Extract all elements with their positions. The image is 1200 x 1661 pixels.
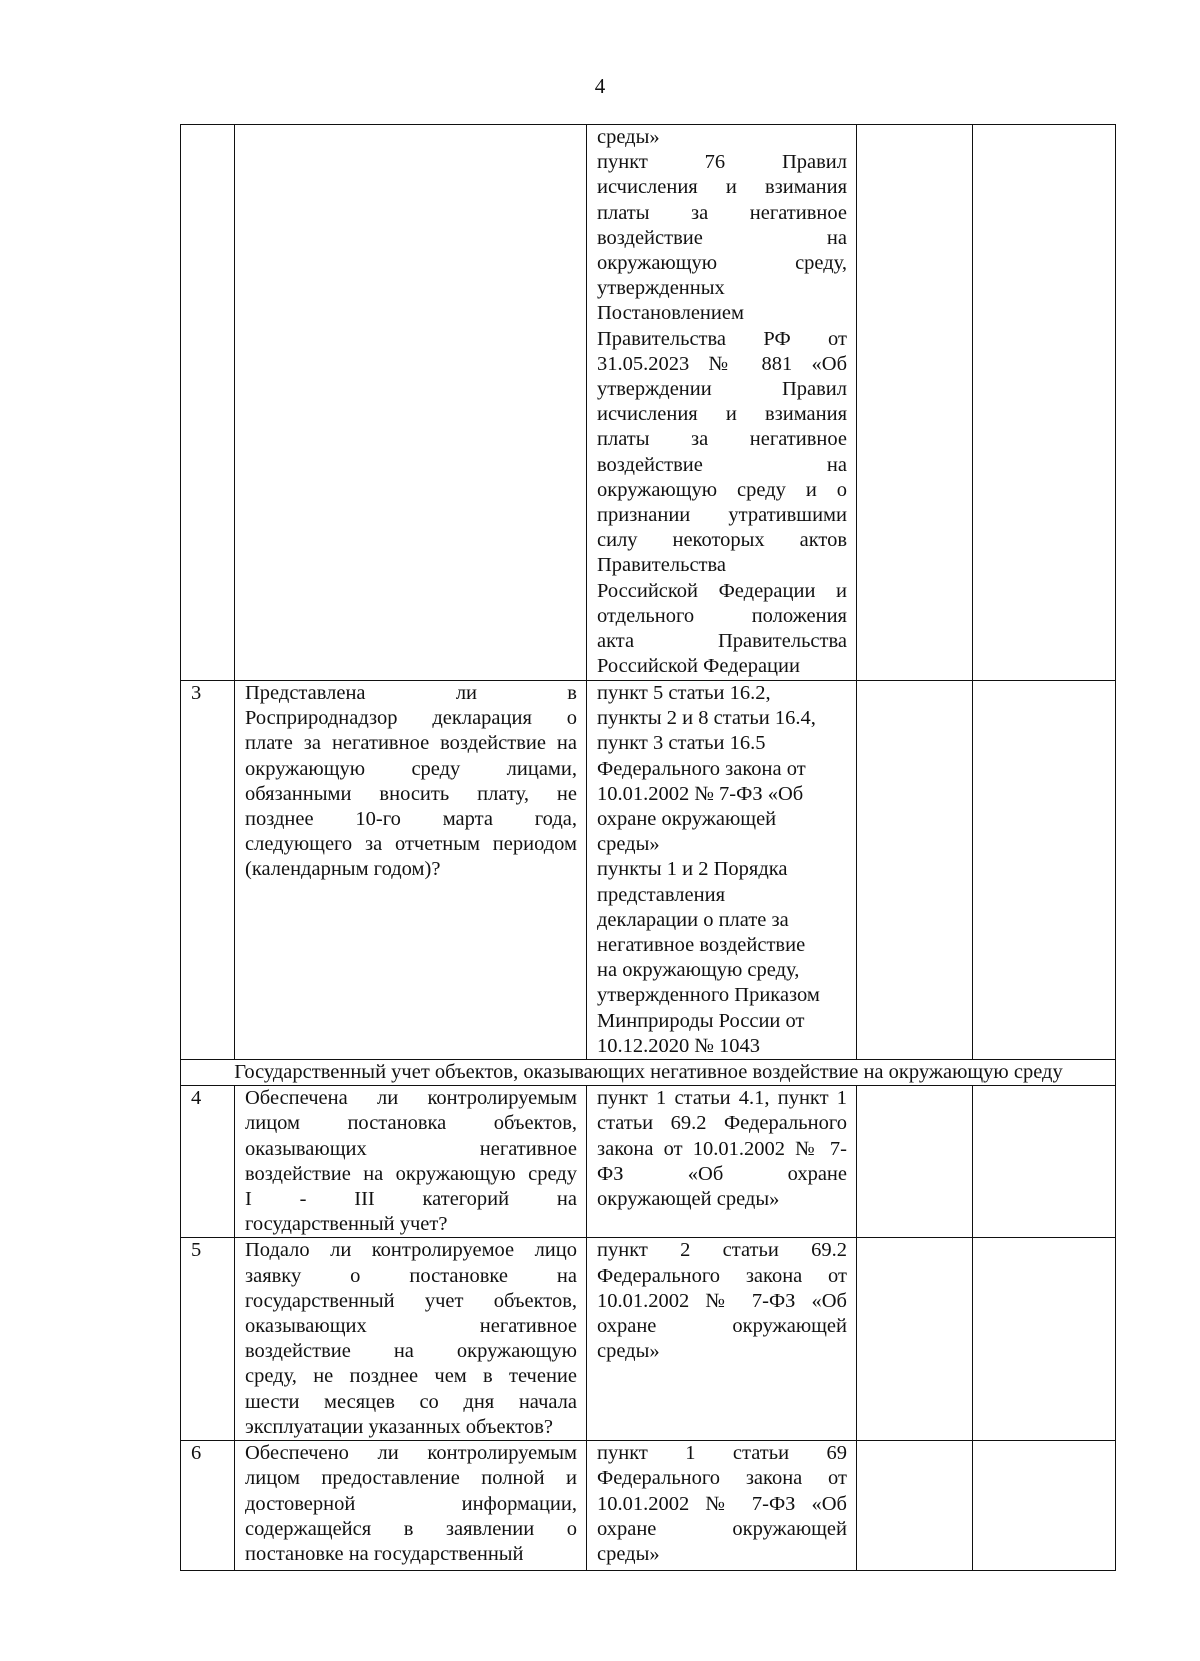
item-number: 3 [181,681,235,1060]
question-line: среду, не позднее чем в течение [245,1365,577,1388]
legal-basis-cell [587,1441,857,1571]
section-heading: Государственный учет объектов, оказывающих негативное воздействие на окружающую среду [181,1060,1116,1086]
legal-basis-line: Минприроды России от [597,1009,805,1032]
question-line: воздействие на окружающую [245,1340,577,1363]
legal-basis-line: 10.12.2020 № 1043 [597,1034,761,1057]
table-row [181,125,1116,681]
legal-basis-line: окружающую среду, [597,252,847,275]
question-line: шести месяцев со дня начала [245,1390,577,1413]
legal-basis-line: воздействие на [597,226,847,249]
legal-basis-line: среды» [597,1542,660,1565]
legal-basis-line: пункт 3 статьи 16.5 [597,732,766,755]
question-line: плате за негативное воздействие на [245,732,577,755]
question-cell [235,681,587,1060]
legal-basis-line: охране окружающей [597,1315,847,1338]
question-line: достоверной информации, [245,1492,577,1515]
legal-basis-line: среды» [597,1340,660,1363]
legal-basis-line: среды» [597,126,660,148]
question-line: постановке на государственный [245,1542,524,1565]
note-cell[interactable] [973,1441,1116,1571]
legal-basis-line: 10.01.2002 № 7-ФЗ «Об [597,782,804,805]
table-row [181,1441,1116,1571]
note-cell[interactable] [973,1238,1116,1441]
legal-basis-cell [587,681,857,1060]
page-number: 4 [594,74,606,98]
question-line: I - III категорий на [245,1188,577,1211]
legal-basis-line: Федерального закона от [597,757,806,780]
item-number [181,125,235,681]
legal-basis-line: декларации о плате за [597,908,789,931]
legal-basis-line: пункт 2 статьи 69.2 [597,1239,847,1262]
legal-basis-line: пункты 2 и 8 статьи 16.4, [597,707,816,730]
question-line: Обеспечена ли контролируемым [245,1087,577,1110]
legal-basis-line: исчисления и взимания [597,403,847,426]
legal-basis-line: признании утратившими [597,504,847,527]
section-heading-row [181,1060,1116,1086]
table-row [181,1086,1116,1238]
item-number: 6 [181,1441,235,1571]
note-cell[interactable] [973,681,1116,1060]
question-line: государственный учет? [245,1213,448,1236]
question-line: Представлена ли в [245,682,577,704]
note-cell[interactable] [973,125,1116,681]
legal-basis-line: Правительства [597,554,727,577]
legal-basis-line: пункты 1 и 2 Порядка [597,858,788,881]
question-cell [235,1238,587,1441]
question-line: позднее 10-го марта года, [245,808,577,831]
question-line: Росприроднадзор декларация о [245,707,577,730]
question-line: содержащейся в заявлении о [245,1517,577,1540]
question-line: заявку о постановке на [245,1264,577,1287]
answer-cell[interactable] [857,1238,973,1441]
legal-basis-line: пункт 5 статьи 16.2, [597,682,771,704]
legal-basis-line: закона от 10.01.2002 № 7- [597,1137,847,1160]
legal-basis-line: негативное воздействие [597,934,806,957]
legal-basis-line: утвержденных [597,277,725,300]
legal-basis-line: воздействие на [597,453,847,476]
answer-cell[interactable] [857,125,973,681]
legal-basis-line: утвержденного Приказом [597,984,820,1007]
question-line: оказывающих негативное [245,1137,577,1160]
legal-basis-line: 10.01.2002 № 7-ФЗ «Об [597,1289,847,1312]
legal-basis-line: на окружающую среду, [597,959,800,982]
legal-basis-cell [587,125,857,681]
legal-basis-line: пункт 1 статьи 4.1, пункт 1 [597,1087,847,1110]
question-cell [235,125,587,681]
question-line: лицом предоставление полной и [245,1467,577,1490]
question-cell [235,1086,587,1238]
legal-basis-line: Постановлением [597,302,744,325]
question-line: (календарным годом)? [245,858,441,881]
table-row [181,681,1116,1060]
question-line: окружающую среду лицами, [245,757,577,780]
question-line: воздействие на окружающую среду [245,1162,577,1185]
legal-basis-line: платы за негативное [597,201,847,224]
legal-basis-line: силу некоторых актов [597,529,847,552]
legal-basis-line: Российской Федерации [597,655,800,678]
question-line: государственный учет объектов, [245,1289,577,1312]
question-line: лицом постановка объектов, [245,1112,577,1135]
legal-basis-line: 10.01.2002 № 7-ФЗ «Об [597,1492,847,1515]
legal-basis-cell [587,1238,857,1441]
question-line: следующего за отчетным периодом [245,833,577,856]
legal-basis-line: охране окружающей [597,808,777,831]
legal-basis-line: охране окружающей [597,1517,847,1540]
legal-basis-line: акта Правительства [597,630,847,653]
legal-basis-line: представления [597,883,725,906]
legal-basis-line: среды» [597,833,660,856]
legal-basis-line: Правительства РФ от [597,327,847,350]
legal-basis-line: Федерального закона от [597,1264,847,1287]
item-number: 4 [181,1086,235,1238]
legal-basis-line: статьи 69.2 Федерального [597,1112,847,1135]
legal-basis-line: платы за негативное [597,428,847,451]
question-line: обязанными вносить плату, не [245,782,577,805]
checklist-table [180,124,1116,1571]
question-cell [235,1441,587,1571]
question-line: оказывающих негативное [245,1315,577,1338]
answer-cell[interactable] [857,1441,973,1571]
answer-cell[interactable] [857,681,973,1060]
table-row [181,1238,1116,1441]
legal-basis-line: ФЗ «Об охране [597,1162,847,1185]
legal-basis-line: окружающую среду и о [597,478,847,501]
answer-cell[interactable] [857,1086,973,1238]
legal-basis-line: окружающей среды» [597,1188,780,1211]
legal-basis-line: пункт 1 статьи 69 [597,1442,847,1465]
legal-basis-line: пункт 76 Правил [597,151,847,174]
item-number: 5 [181,1238,235,1441]
question-line: эксплуатации указанных объектов? [245,1415,554,1438]
note-cell[interactable] [973,1086,1116,1238]
legal-basis-line: Российской Федерации и [597,579,847,602]
legal-basis-line: утверждении Правил [597,378,847,401]
legal-basis-line: исчисления и взимания [597,176,847,199]
legal-basis-line: отдельного положения [597,604,847,627]
legal-basis-line: Федерального закона от [597,1467,847,1490]
question-line: Подало ли контролируемое лицо [245,1239,577,1262]
legal-basis-cell [587,1086,857,1238]
question-line: Обеспечено ли контролируемым [245,1442,577,1465]
legal-basis-line: 31.05.2023 № 881 «Об [597,352,847,375]
